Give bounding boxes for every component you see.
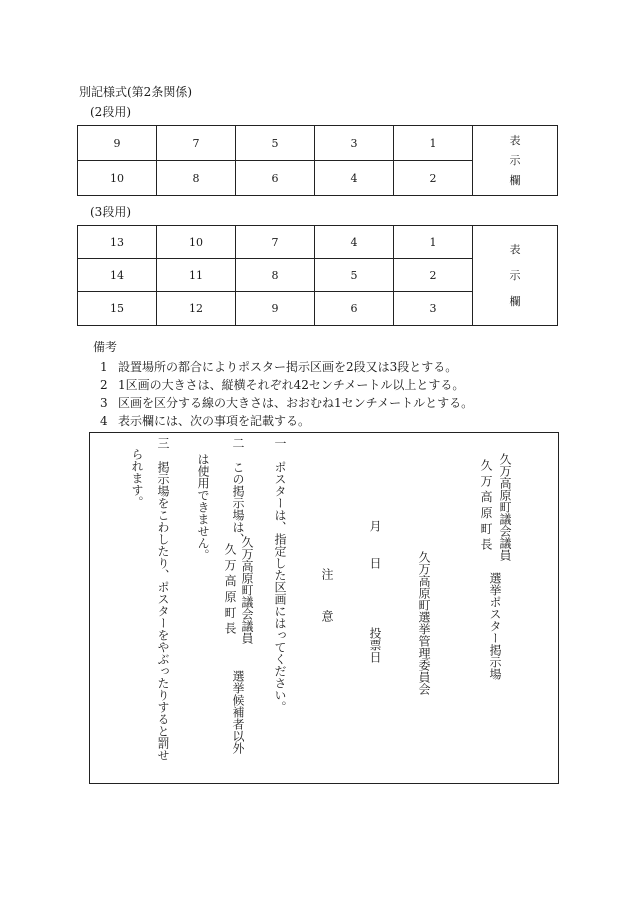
note-item xyxy=(100,376,464,393)
cell: 5 xyxy=(315,259,394,292)
cell: 2 xyxy=(394,259,473,292)
cell: 7 xyxy=(157,126,236,161)
three-tier-label: (3段用) xyxy=(90,205,131,219)
election-name-mayor: 久 万 高 原 町 長 xyxy=(479,459,493,551)
election-name-assembly: 久万高原町議会議員 xyxy=(498,453,512,561)
notice-item-2-mayor: 久 万 高 原 町 長 xyxy=(223,543,237,635)
cell: 6 xyxy=(315,292,394,326)
cell: 1 xyxy=(394,226,473,259)
three-tier-table xyxy=(77,225,558,326)
notes-heading: 備考 xyxy=(93,340,118,354)
poster-board-label: 選挙ポスター掲示場 xyxy=(488,572,502,680)
display-char: 欄 xyxy=(509,294,521,308)
form-title: 別記様式(第2条関係) xyxy=(79,85,192,99)
notice-item-2-cont: は使用できません。 xyxy=(196,453,210,561)
cell: 11 xyxy=(157,259,236,292)
cell: 8 xyxy=(157,161,236,196)
display-panel xyxy=(89,432,559,784)
caution-char: 意 xyxy=(320,610,334,622)
notice-item-2-assembly: 久万高原町議会議員 xyxy=(240,536,254,644)
day-label: 日 xyxy=(368,557,382,569)
election-committee: 久万高原町選挙管理委員会 xyxy=(417,551,431,695)
note-item xyxy=(100,358,457,375)
notice-item-3-cont: られます。 xyxy=(130,448,144,508)
cell: 1 xyxy=(394,126,473,161)
two-tier-label: (2段用) xyxy=(90,105,131,119)
cell: 4 xyxy=(315,226,394,259)
display-char: 欄 xyxy=(509,173,521,187)
cell: 5 xyxy=(236,126,315,161)
note-item xyxy=(100,394,473,411)
cell: 2 xyxy=(394,161,473,196)
cell: 10 xyxy=(78,161,157,196)
note-number: 2 xyxy=(100,378,108,392)
display-char: 示 xyxy=(509,153,521,167)
two-tier-table xyxy=(77,125,558,196)
cell: 13 xyxy=(78,226,157,259)
notice-item-2-head: 二 この掲示場は、 xyxy=(231,437,245,545)
notice-item-3: 三 掲示場をこわしたり、ポスターをやぶったりすると罰せ xyxy=(156,437,170,761)
cell: 4 xyxy=(315,161,394,196)
cell: 3 xyxy=(394,292,473,326)
display-column xyxy=(473,126,558,196)
note-number: 1 xyxy=(100,360,108,374)
note-text: 1区画の大きさは、縦横それぞれ42センチメートル以上とする。 xyxy=(118,378,465,392)
month-label: 月 xyxy=(368,520,382,532)
cell: 3 xyxy=(315,126,394,161)
notice-item-2-tail: 選挙候補者以外 xyxy=(231,670,245,754)
note-text: 区画を区分する線の大きさは、おおむね1センチメートルとする。 xyxy=(118,396,474,410)
note-number: 3 xyxy=(100,396,108,410)
display-char: 表 xyxy=(509,242,521,256)
notice-item-1: 一 ポスターは、指定した区画にはってください。 xyxy=(273,437,287,713)
cell: 9 xyxy=(236,292,315,326)
display-column xyxy=(473,226,558,326)
note-number: 4 xyxy=(100,414,108,428)
cell: 9 xyxy=(78,126,157,161)
note-text: 表示欄には、次の事項を記載する。 xyxy=(118,414,311,428)
note-item xyxy=(100,412,310,429)
note-text: 設置場所の都合によりポスター掲示区画を2段又は3段とする。 xyxy=(118,360,458,374)
display-char: 表 xyxy=(509,133,521,147)
cell: 10 xyxy=(157,226,236,259)
vote-day-label: 投票日 xyxy=(368,627,382,663)
cell: 14 xyxy=(78,259,157,292)
caution-char: 注 xyxy=(320,568,334,580)
display-char: 示 xyxy=(509,268,521,282)
cell: 6 xyxy=(236,161,315,196)
cell: 7 xyxy=(236,226,315,259)
cell: 8 xyxy=(236,259,315,292)
cell: 12 xyxy=(157,292,236,326)
cell: 15 xyxy=(78,292,157,326)
